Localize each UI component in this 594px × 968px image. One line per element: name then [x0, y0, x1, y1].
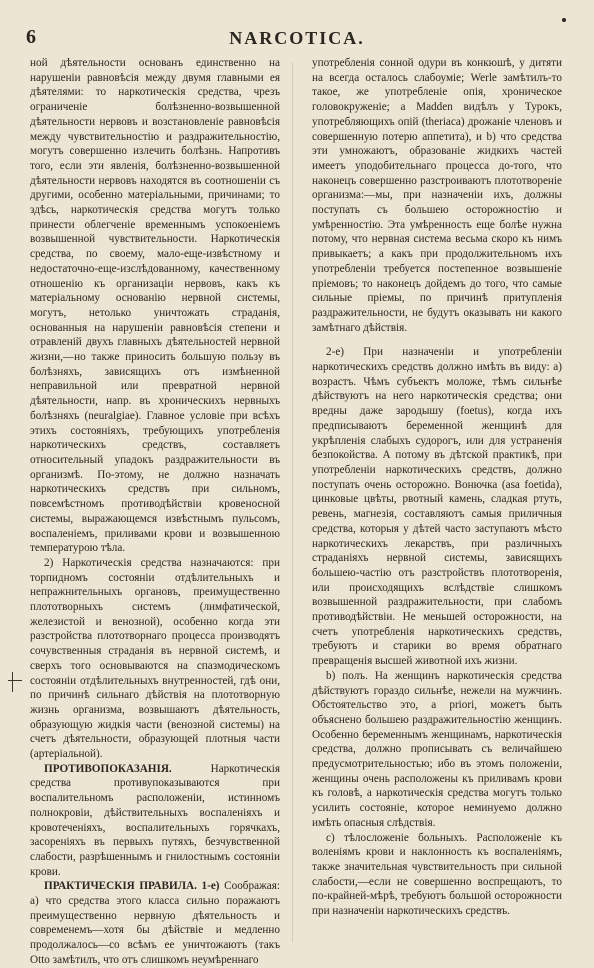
page-number: 6	[26, 26, 36, 48]
right-paragraph-3: b) полъ. На женщинъ наркотическія средства дѣйствуютъ гораздо сильнѣе, нежели на мужчинъ. Обстоятельство это, a priori, можетъ быть объяснено большею раздражительностію женщинъ. Особенно беременнымъ женщинамъ, наркотическія средства, должно прописывать съ величайшею предусмотрительностью; ибо въ этомъ положеніи, женщины очень расположены къ приливамъ крови къ головѣ, а наркотическія средства могутъ только усилить состояніе, которое неминуемо должно имѣть опасныя слѣдствія.	[312, 669, 562, 829]
printer-dot	[562, 18, 566, 22]
right-column	[312, 56, 562, 919]
left-paragraph-2: 2) Наркотическія средства назначаются: при торпидномъ состояніи отдѣлительныхъ и непражнительныхъ органовъ, преимущественно плототворныхъ системъ (лимфатической, железистой и венозной), особенно когда эти разстройства плототворнаго процесса производятъ сочувственныя страданія въ нервной системѣ, и сверхъ того основываются на спазмодическомъ состояніи отдѣлительныхъ внутренностей, гдѣ они, по причинѣ сильнаго дѣйствія на плототворную жизнь организма, возвышаютъ дѣятельность, образующую жидкія части (венозной системы) на счетъ дѣятельности, образующей плотныя части (артеріальной).	[30, 556, 280, 761]
margin-pencil-mark	[8, 680, 22, 681]
right-paragraph-4: c) тѣлосложеніе больныхъ. Расположеніе къ воленіямъ крови и наклонность къ воспаленіямъ, также значительная чувствительность при сильной слабости,—если не совершенно воспрещаютъ, то по-крайней-мѣрѣ, требуютъ большой осторожности при назначеніи наркотическихъ средствъ.	[312, 831, 562, 918]
practical-rules-heading: ПРАКТИЧЕСКІЯ ПРАВИЛА. 1-е)	[44, 880, 220, 893]
contraindications-heading: ПРОТИВОПОКАЗАНІЯ.	[44, 762, 172, 775]
practical-rules-text: Соображая: а) что средства этого класса сильно поражаютъ преимущественно нервную дѣятельность и современемъ—хотя бы дѣйствіе и медленно продолжалось—со всѣмъ ее уничтожаютъ (такъ Otto замѣтилъ, что отъ слишкомъ неумѣреннаго	[30, 880, 281, 966]
margin-pencil-mark-vertical	[12, 672, 13, 692]
right-paragraph-2: 2-е) При назначеніи и употребленіи наркотическихъ средствъ должно имѣть въ виду: а) возрастъ. Чѣмъ субъектъ моложе, тѣмъ сильнѣе дѣйствуютъ на него наркотическія средства; они вредны даже зародышу (foetus), когда ихъ предписываютъ беременной женщинѣ для укрѣпленія слабыхъ судорогъ, или для устраненія безпокойства. А потому въ дѣтской практикѣ, при употребленіи наркотическихъ средствъ, должно поступать очень осторожно. Вонючка (asa foetida), цинковые цвѣты, рвотный камень, сладкая ртуть, ревень, магнезія, составляютъ самыя приличныя средства, которыя у дѣтей часто заступаютъ мѣсто наркотическихъ лекарствъ, при различныхъ страданіяхъ нервной системы, зависящихъ большею-частію отъ разстройствъ плототворенія, или происходящихъ вслѣдствіе слишкомъ возвышенной раздражительности, при слабомъ противодѣйствіи. Не меньшей осторожности, на счетъ употребленія наркотическихъ средствъ, требуютъ и старики во время обратнаго превращенія высшей животной ихъ жизни.	[312, 346, 562, 668]
left-paragraph-1: ной дѣятельности основанъ единственно на нарушеніи равновѣсія между двумя главными ея дѣятелями: то наркотическія средства, чрезъ ограниченіе болѣзненно-возвышенной дѣятельности нервовъ и возстановленіе равновѣсія между чувствительностію и раздражительностію, могутъ совершенно излечить болѣзнь. Напротивъ того, если эти явленія, болѣзненно-возвышенной дѣятельности нервовъ находятся въ соотношеніи съ другими, особенно матеріальными, причинами; то здѣсь, наркотическія средства могутъ только принести облегченіе временнымъ успокоеніемъ возвышенной чувствительности. Наркотическія средства, по своему, мало-еще-извѣстному и недостаточно-еще-изслѣдованному, качественному отношенію къ организаціи нервовъ, какъ къ матеріальному основанію нервной системы, могутъ, нетолько уничтожать страданія, основанныя на нарушеніи равновѣсія степени и отравленій двухъ главныхъ дѣятельностей нервной жизни,—но также приносить большую пользу въ болѣзняхъ, зависящихъ отъ измѣненной неправильной или превратной нервной дѣятельности, напр. въ хроническихъ нервныхъ болѣзняхъ (neuralgiae). Главное условіе при всѣхъ этихъ состояніяхъ, требующихъ употребленія наркотическихъ средствъ, составляетъ относительный упадокъ раздражительности въ организмѣ. По-этому, не должно назначать наркотическихъ средствъ при сильномъ, повсемѣстномъ противодѣйствіи кровеносной системы, выражающемся извѣстнымъ пульсомъ, воспаленіемъ, приливами крови и возвышенною температурою тѣла.	[30, 57, 280, 555]
running-head: NARCOTICA.	[229, 28, 365, 48]
contraindications-text: Наркотическія средства противупоказываются при воспалительномъ расположеніи, истинномъ полнокровіи, дѣйствительныхъ воспаленіяхъ и кровотеченіяхъ, воспалительныхъ горячкахъ, засореніяхъ въ первыхъ путяхъ, безчувственной слабости, разрѣшеннымъ и гнилостнымъ состояніи крови.	[30, 762, 280, 878]
left-column	[30, 56, 280, 968]
right-paragraph-1: употребленія сонной одури въ конкюшѣ, у дитяти на всегда осталось слабоуміе; Werle замѣтилъ-то такое, же употребленіе опія, хроническое головокруженіе; а Madden видѣлъ у Турокъ, употребляющихъ опій (theriaca) дрожаніе членовъ и совершенную потерю аппетита), и b) что средства эти умножаютъ, образованіе жидкихъ частей имеетъ уподобительнаго процесса до-того, что наконецъ совершенно разстроиваютъ плототвореніе организма:—мы, при назначеніи ихъ, должны поступать съ большею осторожностію и умѣренностію. Эта умѣренность еще болѣе нужна потому, что нервная система весьма скоро къ нимъ привыкаетъ; а какъ при продолжительномъ ихъ употребленіи требуется постепенное возвышеніе пріемовъ; то наконецъ дойдемъ до того, что самые сильные пріемы, по причинѣ притупленія раздражительности, не будутъ оказывать ни какого замѣтнаго дѣйствія.	[312, 57, 562, 334]
column-gutter	[292, 62, 293, 942]
